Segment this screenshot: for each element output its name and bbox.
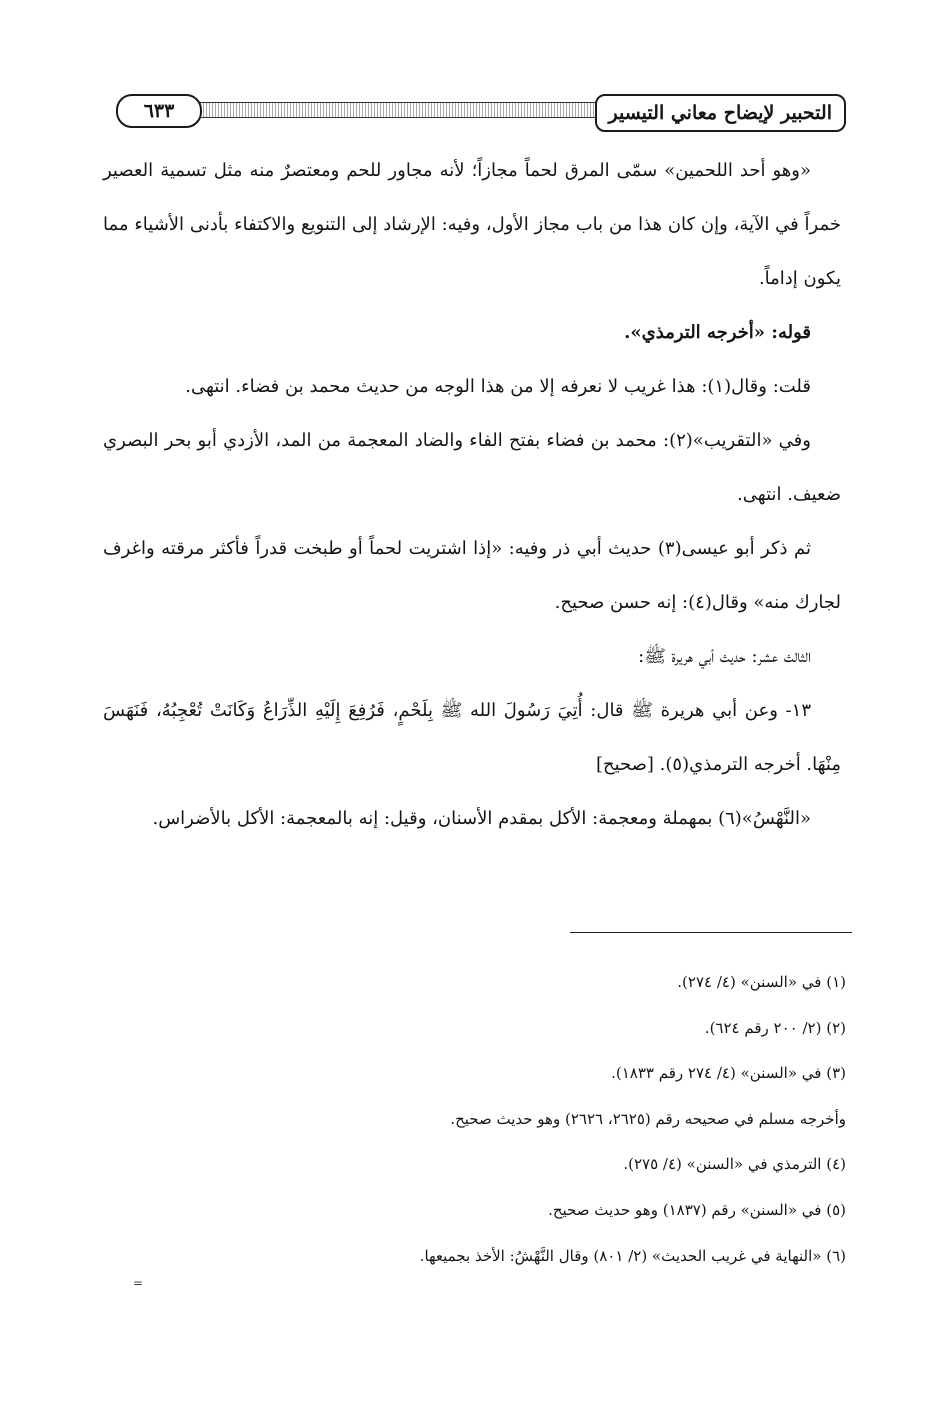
footnote-3-continued: وأخرجه مسلم في صحيحه رقم (٢٦٢٥، ٢٦٢٦) وهو حديث صحيح. [450, 1109, 846, 1128]
main-text [103, 144, 841, 846]
paragraph-8: «النَّهْسُ»(٦) بمهملة ومعجمة: الأكل بمقدم الأسنان، وقيل: إنه بالمعجمة: الأكل بالأضراس. [152, 808, 811, 829]
paragraph-3: قلت: وقال(١): هذا غريب لا نعرفه إلا من هذا الوجه من حديث محمد بن فضاء. انتهى. [185, 376, 811, 397]
footnote-4: (٤) الترمذي في «السنن» (٤/ ٢٧٥). [623, 1155, 846, 1174]
footnote-6: (٦) «النهاية في غريب الحديث» (٢/ ٨٠١) وقال النَّهْشُ: الأخذ بجميعها. [419, 1246, 846, 1265]
page-header [98, 88, 846, 144]
header-ornament-rule [188, 102, 616, 118]
footnote-3: (٣) في «السنن» (٤/ ٢٧٤ رقم ١٨٣٣). [611, 1064, 846, 1083]
page-mark: = [133, 1276, 144, 1290]
paragraph-6: الثالث عشر: حديث أبي هريرة ﷺ: [638, 646, 811, 667]
paragraph-2: قوله: «أخرجه الترمذي». [624, 322, 811, 343]
footnote-2: (٢) (٢/ ٢٠٠ رقم ٦٢٤). [704, 1018, 846, 1037]
footnotes [98, 960, 846, 1279]
paragraph-5: ثم ذكر أبو عيسى(٣) حديث أبي ذر وفيه: «إذا اشتريت لحماً أو طبخت قدراً فأكثر مرقته واغرف لجارك منه» وقال(٤): إنه حسن صحيح. [103, 538, 841, 613]
book-title: التحبير لإيضاح معاني التيسير [595, 94, 846, 132]
footnote-1: (١) في «السنن» (٤/ ٢٧٤). [677, 973, 846, 991]
paragraph-4: وفي «التقريب»(٢): محمد بن فضاء بفتح الفاء والضاد المعجمة من المد، الأزدي أبو بحر البصري ضعيف. انتهى. [103, 430, 841, 505]
footnote-divider [570, 932, 852, 933]
footnote-5: (٥) في «السنن» رقم (١٨٣٧) وهو حديث صحيح. [548, 1200, 846, 1219]
hadith-13: ١٣- وعن أبي هريرة ﷺ قال: أُتِيَ رَسُولَ الله ﷺ بِلَحْمٍ، فَرُفِعَ إِلَيْهِ الذِّرَاعُ وَكَانَتْ تُعْجِبُهُ، فَنَهَسَ مِنْهَا. أخرجه الترمذي(٥). [صحيح] [103, 700, 841, 775]
page-number: ٦٣٣ [116, 94, 202, 128]
paragraph-1: «وهو أحد اللحمين» سمّى المرق لحماً مجازاً؛ لأنه مجاور للحم ومعتصرٌ منه مثل تسمية العصير خمراً في الآية، وإن كان هذا من باب مجاز الأول، وفيه: الإرشاد إلى التنويع والاكتفاء بأدنى الأشياء مما يكون إداماً. [103, 160, 841, 289]
